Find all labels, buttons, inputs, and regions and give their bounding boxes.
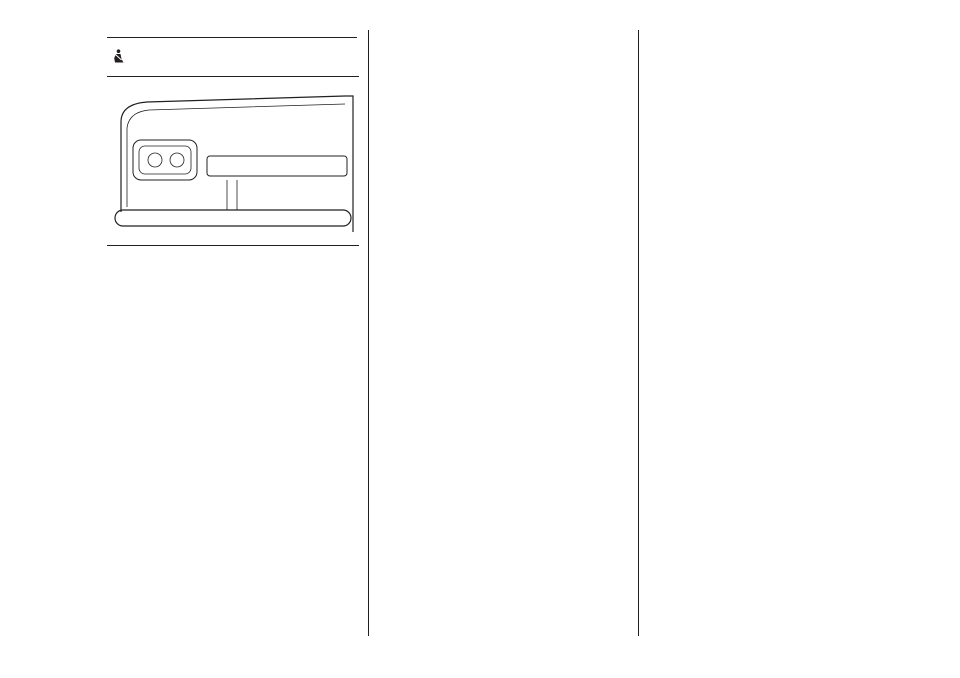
overhead-panel-illustration: [107, 82, 359, 242]
chapter-side-label: [18, 34, 68, 174]
section-heading-forsaeder: [648, 30, 906, 61]
seatbelt-warning-icon: [112, 49, 124, 63]
section-heading-selealarm: [107, 30, 357, 38]
figure-bottom-rule: [107, 245, 359, 246]
column-divider-left: [368, 30, 369, 636]
figure-top-rule: [107, 76, 359, 77]
paragraph-intro: [107, 48, 357, 66]
column-divider-right: [638, 30, 639, 636]
column-middle: [381, 30, 633, 35]
column-left: [107, 30, 357, 259]
figure-104: [107, 76, 359, 259]
column-right: [648, 30, 906, 67]
